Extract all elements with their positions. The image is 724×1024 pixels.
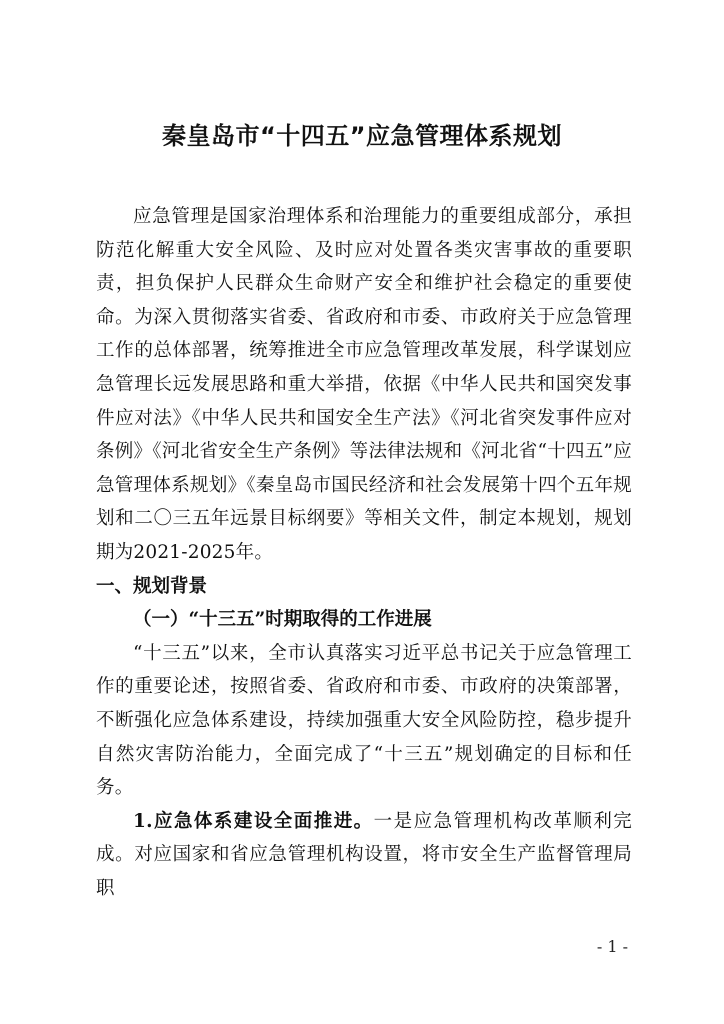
document-title: 秦皇岛市“十四五”应急管理体系规划 xyxy=(161,122,563,150)
document-body xyxy=(96,200,632,905)
page-number: - 1 - xyxy=(596,937,628,956)
item-paragraph xyxy=(96,805,632,906)
item-lead: 1.应急体系建设全面推进。 xyxy=(133,810,374,832)
subsection-heading: （一）“十三五”时期取得的工作进展 xyxy=(133,609,432,631)
progress-paragraph: “十三五”以来，全市认真落实习近平总书记关于应急管理工作的重要论述，按照省委、省政府和市委、市政府的决策部署，不断强化应急体系建设，持续加强重大安全风险防控，稳步提升自然灾害防治能力，全面完成了“十三五”规划确定的目标和任务。 xyxy=(96,642,632,799)
item-text: 一是应急管理机构改革顺利完成。对应国家和省应急管理机构设置，将市安全生产监督管理局职 xyxy=(96,810,632,899)
intro-paragraph: 应急管理是国家治理体系和治理能力的重要组成部分，承担防范化解重大安全风险、及时应对处置各类灾害事故的重要职责，担负保护人民群众生命财产安全和维护社会稳定的重要使命。为深入贯彻落实省委、省政府和市委、市政府关于应急管理工作的总体部署，统筹推进全市应急管理改革发展，科学谋划应急管理长远发展思路和重大举措，依据《中华人民共和国突发事件应对法》《中华人民共和国安全生产法》《河北省突发事件应对条例》《河北省安全生产条例》等法律法规和《河北省“十四五”应急管理体系规划》《秦皇岛市国民经济和社会发展第十四个五年规划和二〇三五年远景目标纲要》等相关文件，制定本规划，规划期为2021-2025年。 xyxy=(96,206,632,563)
section-heading: 一、规划背景 xyxy=(96,575,208,597)
